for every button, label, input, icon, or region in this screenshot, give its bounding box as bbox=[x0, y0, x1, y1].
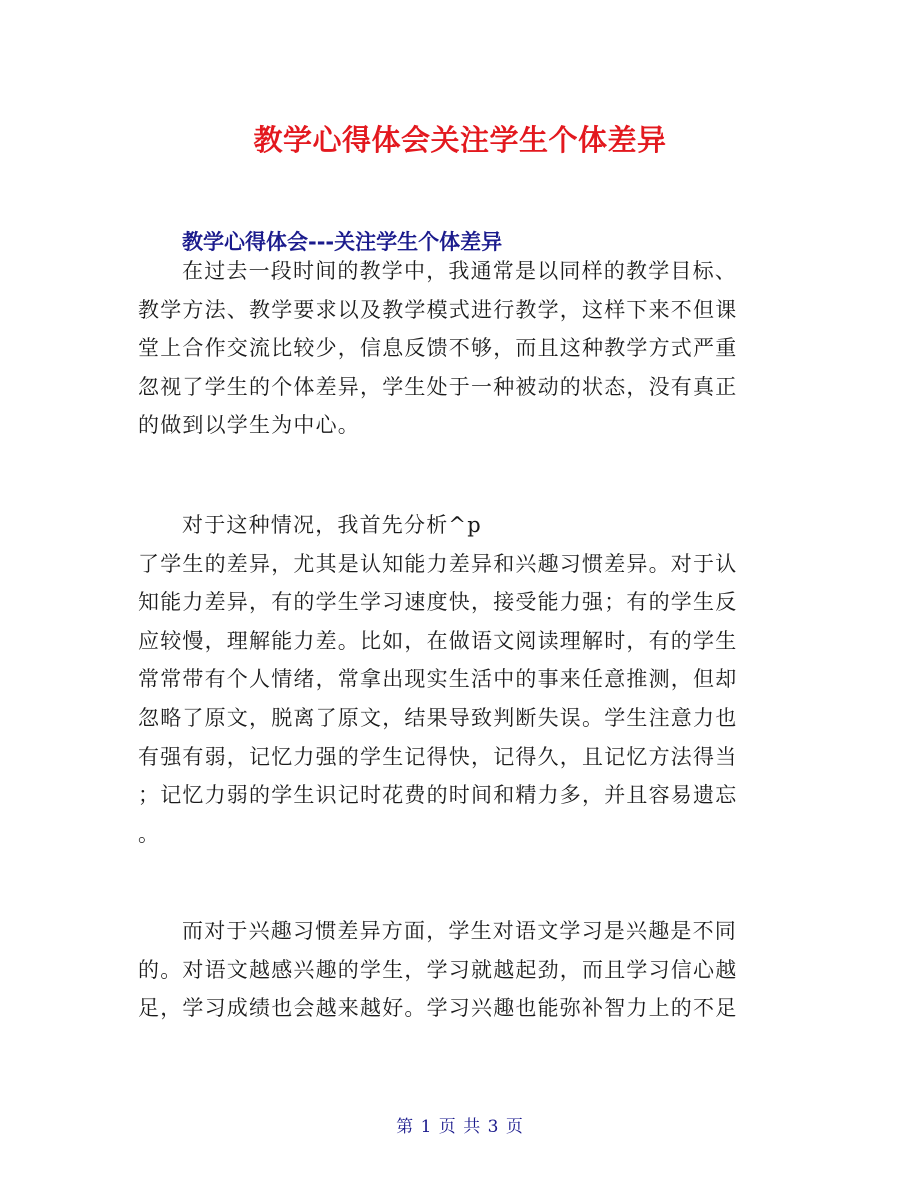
document-title: 教学心得体会关注学生个体差异 bbox=[253, 123, 667, 157]
paragraph-line: 知能力差异，有的学生学习速度快，接受能力强；有的学生反 bbox=[138, 590, 738, 615]
paragraph-line: 忽略了原文，脱离了原文，结果导致判断失误。学生注意力也 bbox=[138, 705, 738, 730]
paragraph-line: 有强有弱，记忆力强的学生记得快，记得久，且记忆方法得当 bbox=[138, 744, 738, 769]
paragraph-line: ；记忆力弱的学生识记时花费的时间和精力多，并且容易遗忘 bbox=[138, 783, 738, 808]
page-number-footer: 第 1 页 共 3 页 bbox=[396, 1117, 524, 1137]
paragraph-line: 常常带有个人情绪，常拿出现实生活中的事来任意推测，但却 bbox=[138, 667, 738, 692]
paragraph-line: 对于这种情况，我首先分析^p bbox=[182, 513, 482, 537]
paragraph-line: 教学方法、教学要求以及教学模式进行教学，这样下来不但课 bbox=[138, 297, 738, 322]
paragraph-line: 应较慢，理解能力差。比如，在做语文阅读理解时，有的学生 bbox=[138, 628, 738, 653]
paragraph-line: 的做到以学生为中心。 bbox=[138, 413, 360, 438]
paragraph-line: 足，学习成绩也会越来越好。学习兴趣也能弥补智力上的不足 bbox=[138, 996, 738, 1021]
paragraph-3 bbox=[138, 912, 788, 1028]
paragraph-line: 了学生的差异，尤其是认知能力差异和兴趣习惯差异。对于认 bbox=[138, 551, 738, 576]
paragraph-line: 堂上合作交流比较少，信息反馈不够，而且这种教学方式严重 bbox=[138, 336, 738, 361]
paragraph-line: 忽视了学生的个体差异，学生处于一种被动的状态，没有真正 bbox=[138, 374, 738, 399]
paragraph-line: 在过去一段时间的教学中，我通常是以同样的教学目标、 bbox=[182, 259, 737, 283]
paragraph-line: 而对于兴趣习惯差异方面，学生对语文学习是兴趣是不同 bbox=[182, 919, 737, 943]
paragraph-line: 。 bbox=[138, 821, 161, 846]
paragraph-1 bbox=[138, 252, 788, 445]
paragraph-2 bbox=[138, 506, 788, 853]
paragraph-line: 的。对语文越感兴趣的学生，学习就越起劲，而且学习信心越 bbox=[138, 957, 738, 982]
document-subtitle: 教学心得体会---关注学生个体差异 bbox=[182, 230, 503, 254]
